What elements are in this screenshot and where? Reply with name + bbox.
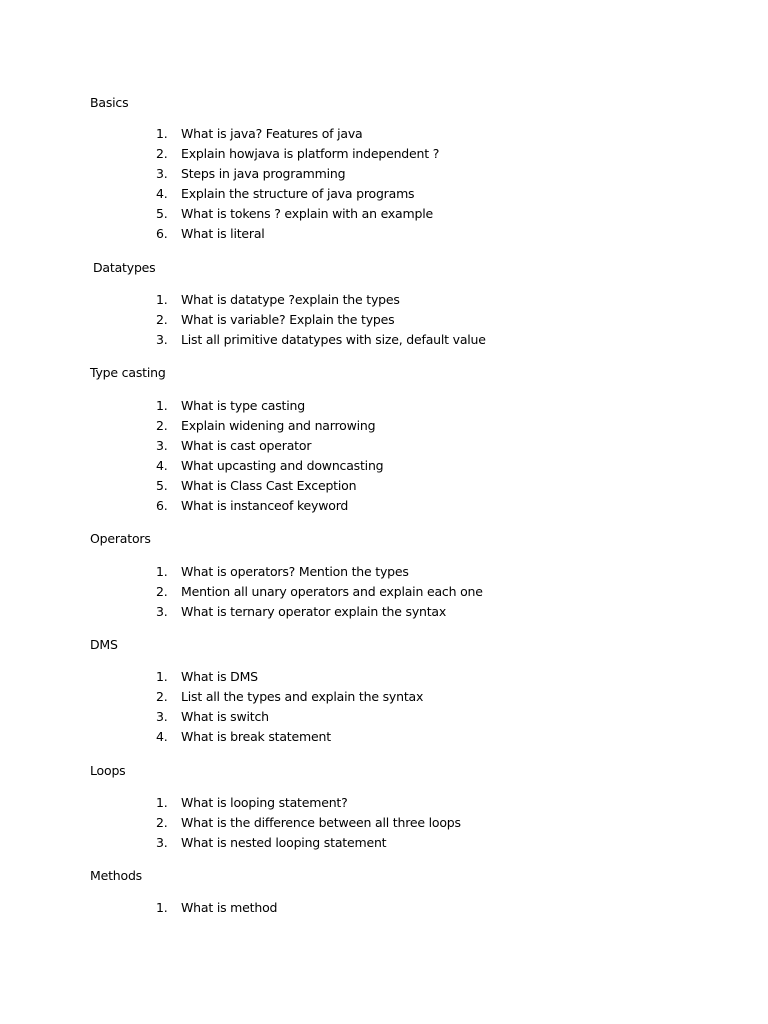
item-text: What is break statement — [181, 729, 331, 744]
item-text: Mention all unary operators and explain each one — [181, 584, 483, 599]
item-text: What is literal — [181, 226, 265, 241]
section-heading-methods: Methods — [90, 868, 142, 883]
item-number: 3. — [156, 604, 168, 619]
item-number: 1. — [156, 398, 168, 413]
item-number: 3. — [156, 709, 168, 724]
item-text: What is ternary operator explain the syntax — [181, 604, 447, 619]
list-item — [156, 687, 423, 707]
list-item — [156, 456, 383, 476]
item-number: 2. — [156, 584, 168, 599]
question-list-dms — [156, 667, 423, 747]
item-number: 3. — [156, 438, 168, 453]
list-item — [156, 727, 423, 747]
item-text: What is DMS — [181, 669, 258, 684]
item-text: List all the types and explain the syntax — [181, 689, 424, 704]
list-item — [156, 310, 486, 330]
question-list-methods — [156, 898, 277, 918]
list-item — [156, 793, 461, 813]
list-item — [156, 144, 439, 164]
item-text: What is operators? Mention the types — [181, 564, 409, 579]
item-number: 3. — [156, 835, 168, 850]
item-number: 1. — [156, 900, 168, 915]
item-number: 2. — [156, 815, 168, 830]
question-list-loops — [156, 793, 461, 853]
section-heading-dms: DMS — [90, 637, 118, 652]
item-text: What upcasting and downcasting — [181, 458, 384, 473]
list-item — [156, 290, 486, 310]
question-list-datatypes — [156, 290, 486, 350]
section-heading-datatypes: Datatypes — [93, 260, 156, 275]
list-item — [156, 707, 423, 727]
item-number: 6. — [156, 498, 168, 513]
question-list-operators — [156, 562, 483, 622]
item-text: What is method — [181, 900, 278, 915]
item-number: 2. — [156, 312, 168, 327]
item-number: 1. — [156, 564, 168, 579]
list-item — [156, 416, 383, 436]
section-heading-loops: Loops — [90, 763, 126, 778]
item-text: What is type casting — [181, 398, 305, 413]
item-number: 5. — [156, 206, 168, 221]
item-text: List all primitive datatypes with size, default value — [181, 332, 486, 347]
list-item — [156, 164, 439, 184]
item-number: 2. — [156, 689, 168, 704]
list-item — [156, 667, 423, 687]
list-item — [156, 602, 483, 622]
question-list-type-casting — [156, 396, 383, 516]
item-text: What is cast operator — [181, 438, 312, 453]
item-text: What is variable? Explain the types — [181, 312, 395, 327]
item-text: Steps in java programming — [181, 166, 346, 181]
section-heading-operators: Operators — [90, 531, 151, 546]
list-item — [156, 124, 439, 144]
item-text: Explain the structure of java programs — [181, 186, 415, 201]
section-heading-basics: Basics — [90, 95, 129, 110]
list-item — [156, 184, 439, 204]
item-text: What is datatype ?explain the types — [181, 292, 400, 307]
list-item — [156, 813, 461, 833]
item-number: 1. — [156, 126, 168, 141]
list-item — [156, 204, 439, 224]
item-number: 6. — [156, 226, 168, 241]
item-number: 1. — [156, 292, 168, 307]
item-text: What is tokens ? explain with an example — [181, 206, 433, 221]
list-item — [156, 898, 277, 918]
list-item — [156, 224, 439, 244]
item-text: What is java? Features of java — [181, 126, 363, 141]
list-item — [156, 833, 461, 853]
item-text: What is nested looping statement — [181, 835, 387, 850]
item-number: 2. — [156, 418, 168, 433]
item-number: 3. — [156, 166, 168, 181]
item-number: 4. — [156, 729, 168, 744]
list-item — [156, 496, 383, 516]
item-number: 4. — [156, 186, 168, 201]
item-text: What is switch — [181, 709, 269, 724]
item-number: 3. — [156, 332, 168, 347]
item-number: 1. — [156, 795, 168, 810]
list-item — [156, 582, 483, 602]
item-text: Explain widening and narrowing — [181, 418, 376, 433]
item-number: 4. — [156, 458, 168, 473]
item-text: What is instanceof keyword — [181, 498, 349, 513]
item-text: What is the difference between all three loops — [181, 815, 461, 830]
item-number: 5. — [156, 478, 168, 493]
question-list-basics — [156, 124, 439, 244]
list-item — [156, 476, 383, 496]
item-text: What is looping statement? — [181, 795, 348, 810]
list-item — [156, 562, 483, 582]
item-text: Explain howjava is platform independent ? — [181, 146, 440, 161]
section-heading-type-casting: Type casting — [90, 365, 166, 380]
list-item — [156, 396, 383, 416]
list-item — [156, 330, 486, 350]
list-item — [156, 436, 383, 456]
item-text: What is Class Cast Exception — [181, 478, 357, 493]
item-number: 2. — [156, 146, 168, 161]
item-number: 1. — [156, 669, 168, 684]
